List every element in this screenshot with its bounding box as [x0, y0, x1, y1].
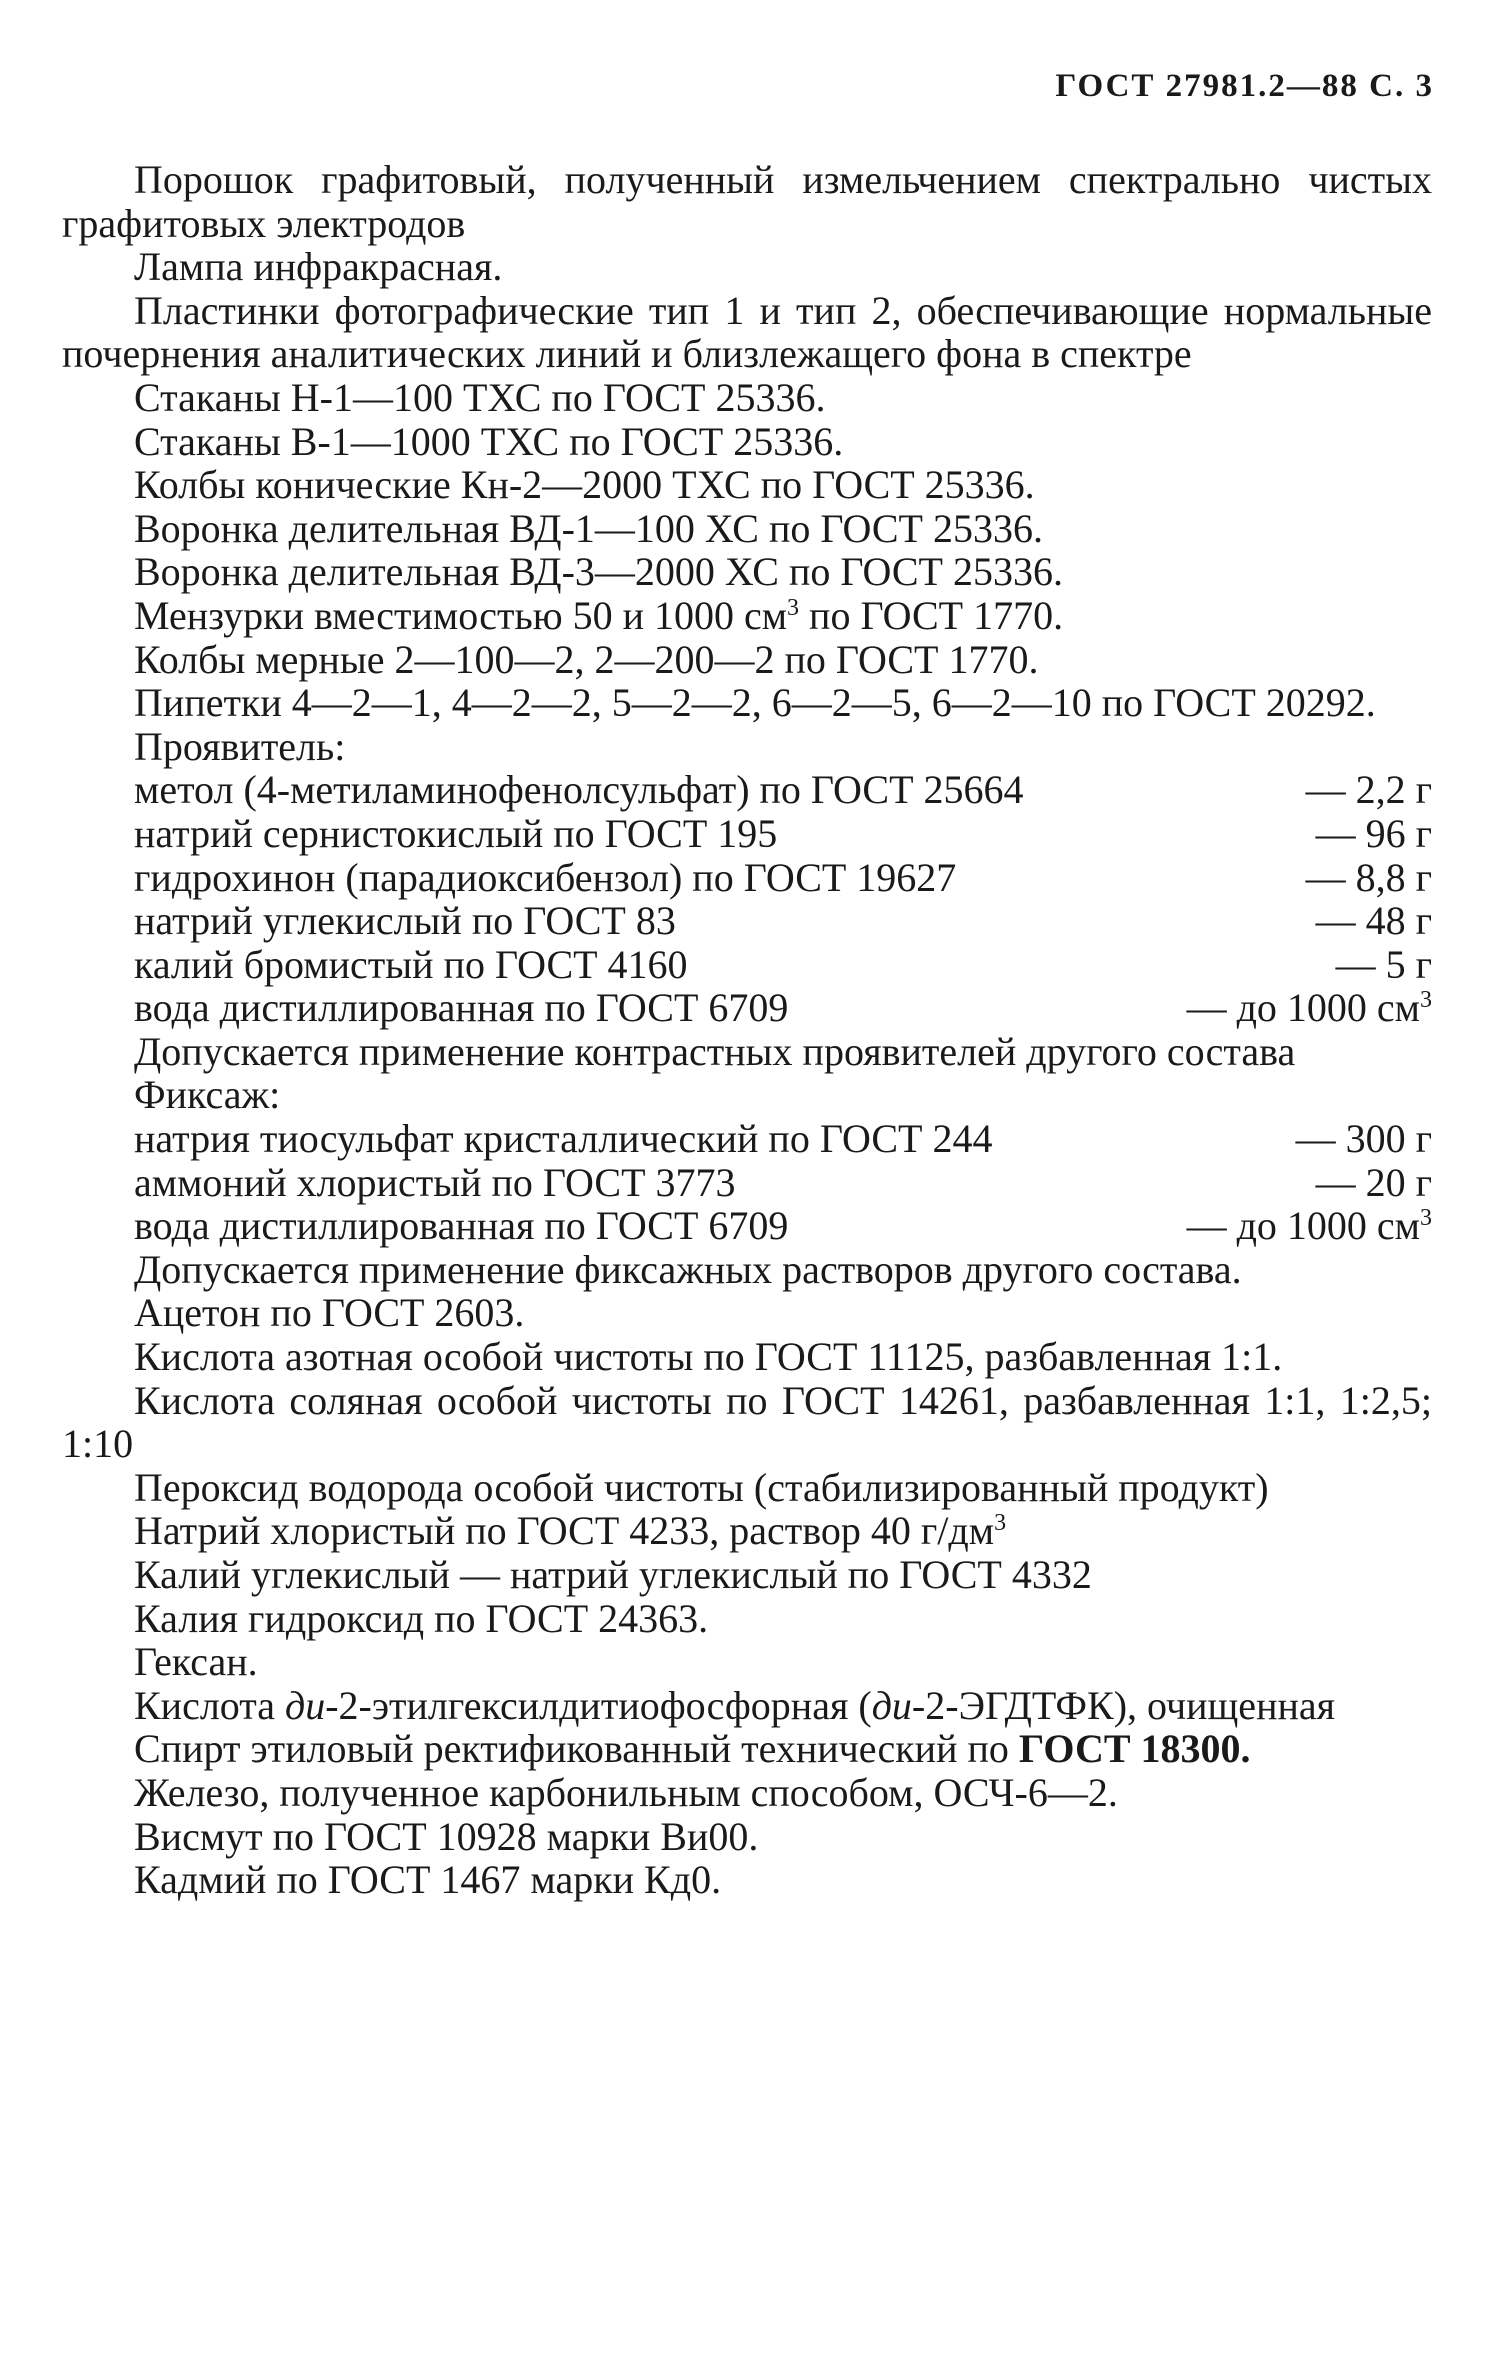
line-sodium-chloride [62, 1509, 1432, 1553]
developer-item-name: натрий сернистокислый по ГОСТ 195 [134, 810, 778, 856]
developer-row-carbonate [62, 899, 1432, 943]
line-graphite: Порошок графитовый, полученный измельчением спектрально чистых графитовых электродов [62, 157, 1432, 246]
fixer-item-value: — 300 г [1295, 1116, 1432, 1162]
developer-item-name: калий бромистый по ГОСТ 4160 [134, 941, 688, 987]
cylinders-tail: по ГОСТ 1770. [799, 592, 1064, 638]
cylinders-text: Мензурки вместимостью 50 и 1000 см [134, 592, 788, 638]
fixer-item-value: — 20 г [1315, 1159, 1432, 1205]
fixer-item-value [1187, 1204, 1432, 1248]
developer-water-sup: 3 [1420, 987, 1432, 1014]
line-pipettes: Пипетки 4—2—1, 4—2—2, 5—2—2, 6—2—5, 6—2—10 по ГОСТ 20292. [134, 680, 1376, 726]
developer-item-value: — 8,8 г [1305, 854, 1432, 900]
acid-text-a: Кислота [134, 1682, 285, 1728]
line-hydrochloric-acid: Кислота соляная особой чистоты по ГОСТ 14261, разбавленная 1:1, 1:2,5; 1:10 [62, 1377, 1432, 1467]
line-iron: Железо, полученное карбонильным способом, ОСЧ-6—2. [134, 1769, 1118, 1815]
developer-item-name: гидрохинон (парадиоксибензол) по ГОСТ 19627 [134, 854, 957, 900]
line-funnel-1: Воронка делительная ВД-1—100 ХС по ГОСТ 25336. [134, 505, 1043, 551]
line-volumetric-flasks: Колбы мерные 2—100—2, 2—200—2 по ГОСТ 1770. [134, 636, 1039, 682]
acid-italic-2: ди [871, 1682, 912, 1728]
developer-item-value: — 5 г [1335, 941, 1432, 987]
fixer-row-thiosulfate [62, 1117, 1432, 1161]
fixer-item-name: вода дистиллированная по ГОСТ 6709 [134, 1203, 789, 1249]
fixer-row-ammonium [62, 1161, 1432, 1205]
fixer-item-name: аммоний хлористый по ГОСТ 3773 [134, 1159, 736, 1205]
acid-italic-1: ди [285, 1682, 326, 1728]
developer-item-value [1187, 986, 1432, 1030]
developer-item-value: — 48 г [1315, 898, 1432, 944]
developer-row-hydroquinone [62, 856, 1432, 900]
fixer-row-water [62, 1204, 1432, 1248]
nacl-sup: 3 [994, 1510, 1007, 1537]
line-ethanol [62, 1727, 1432, 1771]
developer-item-name: метол (4-метиламинофенолсульфат) по ГОСТ 25664 [134, 767, 1024, 813]
developer-row-metol [62, 768, 1432, 812]
line-cadmium: Кадмий по ГОСТ 1467 марки Кд0. [134, 1857, 722, 1903]
line-funnel-2: Воронка делительная ВД-3—2000 ХС по ГОСТ 25336. [134, 549, 1063, 595]
developer-row-water [62, 986, 1432, 1030]
line-beakers-1: Стаканы Н-1—100 ТХС по ГОСТ 25336. [134, 374, 826, 420]
nacl-text: Натрий хлористый по ГОСТ 4233, раствор 40 г/дм [134, 1508, 995, 1554]
line-bismuth: Висмут по ГОСТ 10928 марки Ви00. [134, 1813, 759, 1859]
line-fixer-title: Фиксаж: [134, 1072, 281, 1118]
line-developer-title: Проявитель: [134, 723, 346, 769]
line-developer-note: Допускается применение контрастных проявителей другого состава [134, 1028, 1296, 1074]
developer-row-sulfite [62, 812, 1432, 856]
developer-item-value: — 2,2 г [1305, 767, 1432, 813]
line-peroxide: Пероксид водорода особой чистоты (стабилизированный продукт) [134, 1464, 1269, 1510]
line-cylinders [62, 594, 1432, 638]
ethanol-gost: ГОСТ 18300. [1018, 1726, 1251, 1772]
document-body [62, 158, 1432, 1902]
acid-text-b: -2-этилгексилдитиофосфорная ( [325, 1682, 872, 1728]
developer-item-name: вода дистиллированная по ГОСТ 6709 [134, 985, 789, 1031]
fixer-water-sup: 3 [1420, 1205, 1432, 1232]
line-acetone: Ацетон по ГОСТ 2603. [134, 1290, 525, 1336]
fixer-item-name: натрия тиосульфат кристаллический по ГОСТ 244 [134, 1116, 993, 1162]
developer-row-bromide [62, 943, 1432, 987]
line-nitric-acid: Кислота азотная особой чистоты по ГОСТ 11125, разбавленная 1:1. [134, 1334, 1283, 1380]
fixer-water-value: — до 1000 см [1186, 1203, 1420, 1249]
line-carbonates: Калий углекислый — натрий углекислый по ГОСТ 4332 [134, 1552, 1092, 1597]
developer-item-value: — 96 г [1315, 810, 1432, 856]
line-koh: Калия гидроксид по ГОСТ 24363. [134, 1595, 709, 1641]
developer-water-value: — до 1000 см [1186, 985, 1420, 1031]
page-header: ГОСТ 27981.2—88 С. 3 [1055, 68, 1434, 104]
line-beakers-2: Стаканы В-1—1000 ТХС по ГОСТ 25336. [134, 418, 844, 464]
cylinders-sup: 3 [787, 594, 800, 621]
line-flasks-conic: Колбы конические Кн-2—2000 ТХС по ГОСТ 25336. [134, 462, 1035, 508]
line-hexane: Гексан. [134, 1639, 258, 1685]
line-plates: Пластинки фотографические тип 1 и тип 2, обеспечивающие нормальные почернения аналитических линий и близлежащего фона в спектре [62, 287, 1432, 377]
line-fixer-note: Допускается применение фиксажных растворов другого состава. [134, 1246, 1242, 1292]
line-dithiophosphoric-acid [62, 1684, 1432, 1728]
line-lamp: Лампа инфракрасная. [134, 244, 503, 290]
developer-item-name: натрий углекислый по ГОСТ 83 [134, 898, 676, 944]
acid-text-c: -2-ЭГДТФК), очищенная [911, 1682, 1336, 1728]
ethanol-text: Спирт этиловый ректификованный технический по [134, 1726, 1019, 1772]
